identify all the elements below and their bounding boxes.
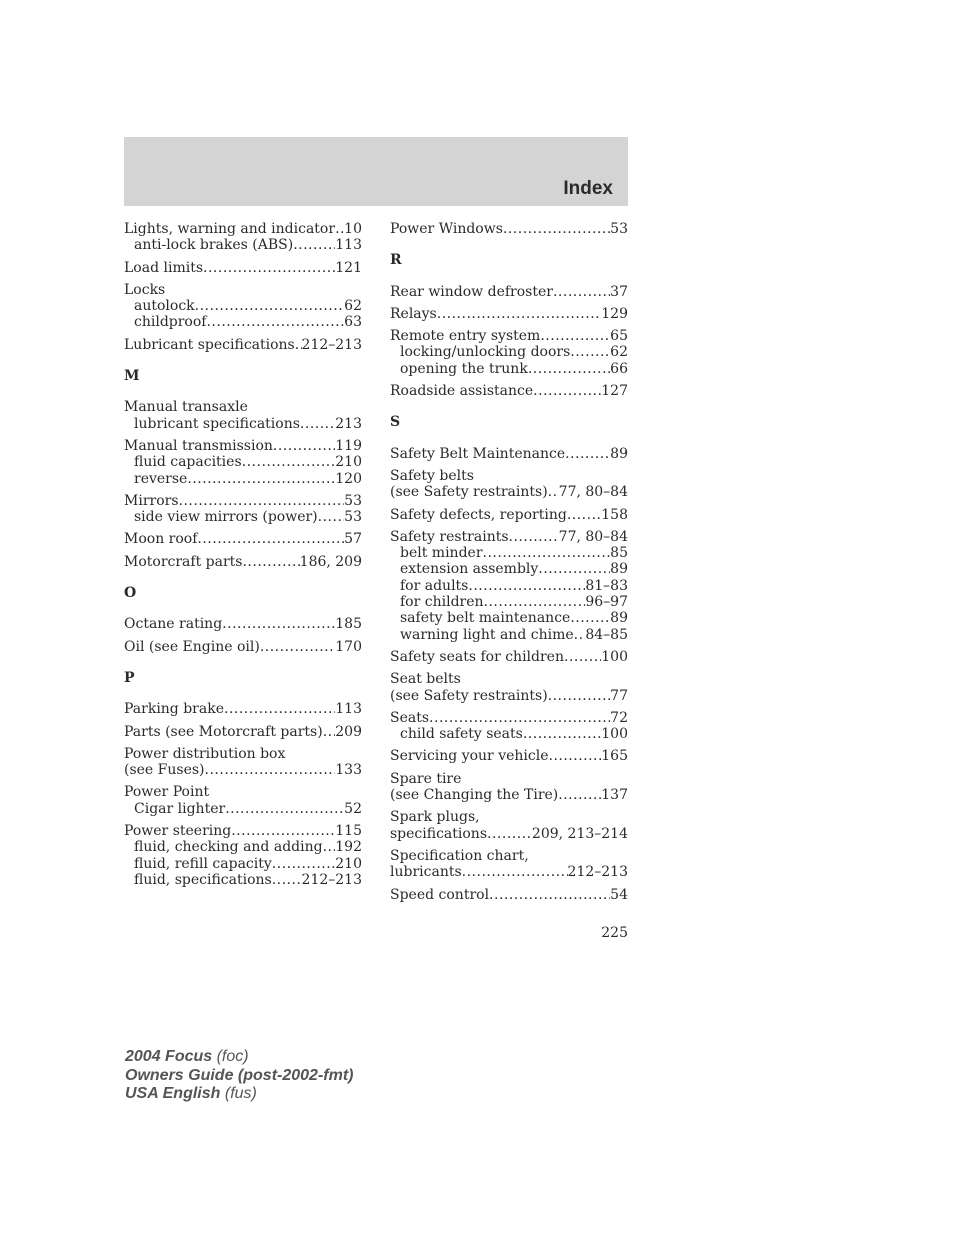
entry-text: opening the trunk <box>400 360 528 377</box>
page-reference: 212–213 <box>301 871 362 888</box>
leader-dots <box>225 801 344 817</box>
index-entry <box>124 399 362 432</box>
entry-text: childproof <box>134 314 207 331</box>
entry-text: Locks <box>124 281 166 298</box>
entry-text: (see Safety restraints) <box>390 484 548 501</box>
index-entry-line <box>124 399 362 415</box>
entry-text: Mirrors <box>124 492 179 509</box>
entry-text: Safety restraints <box>390 528 509 545</box>
page-reference: 53 <box>344 509 362 526</box>
page-reference: 66 <box>610 360 628 377</box>
index-entry <box>124 260 362 276</box>
index-entry-line <box>390 710 628 726</box>
index-entry-line <box>124 701 362 717</box>
leader-dots <box>203 260 335 276</box>
page-reference: 165 <box>601 748 628 765</box>
leader-dots <box>429 710 610 726</box>
page-reference: 133 <box>335 762 362 779</box>
index-subentry-line <box>124 471 362 487</box>
leader-dots <box>540 328 610 344</box>
entry-text: Remote entry system <box>390 328 541 345</box>
page-reference: 53 <box>610 221 628 237</box>
page-reference: 54 <box>610 886 628 903</box>
index-entry-line <box>124 493 362 509</box>
index-entry <box>124 701 362 717</box>
entry-text: Safety belts <box>390 467 474 484</box>
leader-dots <box>179 493 345 509</box>
leader-dots <box>528 361 610 377</box>
index-subentry-line <box>124 454 362 470</box>
entry-text: Parts (see Motorcraft parts) <box>124 723 323 740</box>
page-reference: 77, 80–84 <box>558 528 628 545</box>
page-reference: 89 <box>610 445 628 462</box>
leader-dots <box>318 509 345 525</box>
page-reference: 121 <box>335 259 362 276</box>
entry-text: autolock <box>134 298 195 315</box>
page-reference: 62 <box>610 344 628 361</box>
section-letter: O <box>124 585 137 602</box>
entry-text: Rear window defroster <box>390 283 553 300</box>
page-reference: 212–213 <box>567 864 628 881</box>
index-subentry-line <box>124 298 362 314</box>
leader-dots <box>558 787 601 803</box>
entry-text: warning light and chime <box>400 626 574 643</box>
index-entry-line <box>390 306 628 322</box>
leader-dots <box>462 864 568 880</box>
index-entry <box>124 337 362 353</box>
header-bar <box>124 137 628 206</box>
entry-text: Cigar lighter <box>134 800 226 817</box>
leader-dots <box>564 649 601 665</box>
page-reference: 212–213 <box>301 336 362 353</box>
entry-text: Motorcraft parts <box>124 553 243 570</box>
page-reference: 89 <box>610 561 628 578</box>
section-letter: S <box>390 414 401 431</box>
entry-text: Spark plugs, <box>390 809 480 826</box>
page-reference: 85 <box>610 545 628 562</box>
entry-text: lubricant specifications <box>134 415 300 432</box>
leader-dots <box>187 471 335 487</box>
leader-dots <box>335 221 344 237</box>
index-entry <box>390 887 628 903</box>
entry-text: fluid, refill capacity <box>134 855 272 872</box>
entry-text: locking/unlocking doors <box>400 344 571 361</box>
entry-text: reverse <box>134 470 188 487</box>
entry-text: for children <box>400 594 484 611</box>
index-subentry-line <box>390 594 628 610</box>
index-entry-line <box>124 438 362 454</box>
page-reference: 77, 80–84 <box>558 484 628 501</box>
entry-text: Speed control <box>390 886 490 903</box>
leader-dots <box>538 561 610 577</box>
index-entry-line <box>390 507 628 523</box>
page-number: 225 <box>601 925 628 941</box>
index-entry-line <box>124 724 362 740</box>
entry-text: Power Windows <box>390 221 503 237</box>
index-entry-line <box>390 826 628 842</box>
index-entry <box>390 771 628 804</box>
page-reference: 63 <box>344 314 362 331</box>
page-reference: 62 <box>344 298 362 315</box>
index-subentry-line <box>390 344 628 360</box>
index-entry <box>390 848 628 881</box>
index-subentry-line <box>390 578 628 594</box>
page-reference: 10 <box>344 221 362 237</box>
entry-text: for adults <box>400 577 469 594</box>
index-entry-line <box>390 887 628 903</box>
leader-dots <box>483 545 611 561</box>
index-entry-line <box>390 484 628 500</box>
page-reference: 213 <box>335 415 362 432</box>
index-entry-line <box>390 688 628 704</box>
index-entry-line <box>390 787 628 803</box>
index-entry <box>390 507 628 523</box>
index-entry <box>124 724 362 740</box>
page-reference: 210 <box>335 454 362 471</box>
index-subentry-line <box>124 839 362 855</box>
index-subentry-line <box>124 856 362 872</box>
page-reference: 158 <box>601 506 628 523</box>
index-subentry-line <box>124 314 362 330</box>
leader-dots <box>293 237 335 253</box>
index-entry-line <box>124 282 362 298</box>
page-reference: 53 <box>344 492 362 509</box>
index-entry-line <box>124 616 362 632</box>
index-entry <box>390 284 628 300</box>
index-subentry-line <box>124 237 362 253</box>
entry-text: Moon roof <box>124 531 198 548</box>
index-entry-line <box>124 260 362 276</box>
index-entry-line <box>390 671 628 687</box>
page-reference: 127 <box>601 383 628 400</box>
entry-text: specifications <box>390 825 488 842</box>
index-entry-line <box>390 383 628 399</box>
entry-text: Power distribution box <box>124 745 286 762</box>
page-reference: 57 <box>344 531 362 548</box>
index-entry-line <box>390 864 628 880</box>
leader-dots <box>323 839 336 855</box>
index-subentry-line <box>124 801 362 817</box>
leader-dots <box>205 762 336 778</box>
leader-dots <box>300 416 335 432</box>
leader-dots <box>195 298 345 314</box>
index-entry <box>390 383 628 399</box>
index-entry-line <box>390 748 628 764</box>
index-entry <box>390 529 628 643</box>
entry-text: Manual transaxle <box>124 399 248 416</box>
index-entry <box>124 616 362 632</box>
section-letter: P <box>124 669 135 686</box>
leader-dots <box>468 578 585 594</box>
leader-dots <box>565 446 610 462</box>
entry-text: Safety Belt Maintenance <box>390 445 566 462</box>
entry-text: Safety seats for children <box>390 648 564 665</box>
entry-text: Specification chart, <box>390 847 529 864</box>
page-reference: 209, 213–214 <box>531 825 628 842</box>
index-subentry-line <box>390 361 628 377</box>
leader-dots <box>242 554 299 570</box>
leader-dots <box>548 484 559 500</box>
index-entry <box>390 710 628 743</box>
index-entry-line <box>390 328 628 344</box>
footer-line-3: USA English (fus) <box>125 1085 257 1102</box>
index-entry <box>390 306 628 322</box>
index-entry <box>124 221 362 254</box>
index-entry-line <box>124 554 362 570</box>
index-entry <box>124 438 362 487</box>
page-reference: 96–97 <box>585 594 628 611</box>
leader-dots <box>489 887 610 903</box>
page-reference: 52 <box>344 800 362 817</box>
index-entry-line <box>390 529 628 545</box>
index-column-left <box>124 221 362 894</box>
leader-dots <box>509 529 559 545</box>
page-reference: 100 <box>601 726 628 743</box>
section-letter: R <box>390 252 402 269</box>
index-subentry-line <box>390 561 628 577</box>
index-entry-line <box>390 809 628 825</box>
entry-text: Lights, warning and indicator <box>124 221 336 237</box>
page-reference: 77 <box>610 687 628 704</box>
entry-text: child safety seats <box>400 726 523 743</box>
entry-text: Servicing your vehicle <box>390 748 549 765</box>
footer <box>125 1048 353 1104</box>
entry-text: (see Safety restraints) <box>390 687 548 704</box>
page-reference: 100 <box>601 648 628 665</box>
leader-dots <box>553 284 610 300</box>
leader-dots <box>273 438 335 454</box>
page-reference: 120 <box>335 470 362 487</box>
leader-dots <box>224 701 335 717</box>
leader-dots <box>503 221 610 237</box>
leader-dots <box>570 610 610 626</box>
entry-text: Power Point <box>124 784 210 801</box>
index-entry <box>124 823 362 888</box>
page-reference: 170 <box>335 638 362 655</box>
page-reference: 192 <box>335 839 362 856</box>
index-entry-line <box>124 746 362 762</box>
entry-text: (see Fuses) <box>124 762 205 779</box>
entry-text: belt minder <box>400 545 483 562</box>
page-reference: 137 <box>601 787 628 804</box>
page-reference: 129 <box>601 305 628 322</box>
index-entry-line <box>390 771 628 787</box>
leader-dots <box>206 314 344 330</box>
page-reference: 209 <box>335 723 362 740</box>
page-reference: 84–85 <box>585 626 628 643</box>
index-entry <box>124 746 362 779</box>
index-entry-line <box>124 337 362 353</box>
index-entry <box>390 809 628 842</box>
page-reference: 185 <box>335 616 362 633</box>
leader-dots <box>260 639 335 655</box>
leader-dots <box>242 454 336 470</box>
leader-dots <box>437 306 602 322</box>
index-entry <box>390 748 628 764</box>
index-entry <box>124 784 362 817</box>
leader-dots <box>295 337 302 353</box>
leader-dots <box>222 616 335 632</box>
index-entry-line <box>124 762 362 778</box>
leader-dots <box>523 726 601 742</box>
index-entry-line <box>124 221 362 237</box>
leader-dots <box>323 724 336 740</box>
entry-text: (see Changing the Tire) <box>390 787 559 804</box>
entry-text: Parking brake <box>124 701 224 718</box>
index-subentry-line <box>124 872 362 888</box>
entry-text: Safety defects, reporting <box>390 506 567 523</box>
entry-text: anti-lock brakes (ABS) <box>134 237 294 254</box>
page-reference: 115 <box>335 823 362 840</box>
entry-text: Seat belts <box>390 671 461 688</box>
index-subentry-line <box>390 545 628 561</box>
index-entry-line <box>124 823 362 839</box>
entry-text: Manual transmission <box>124 437 273 454</box>
index-entry-line <box>124 784 362 800</box>
footer-line-1: 2004 Focus (foc) <box>125 1048 249 1065</box>
leader-dots <box>549 748 602 764</box>
index-subentry-line <box>124 509 362 525</box>
entry-text: lubricants <box>390 864 462 881</box>
entry-text: side view mirrors (power) <box>134 509 318 526</box>
index-entry-line <box>390 649 628 665</box>
index-entry <box>390 671 628 704</box>
index-entry <box>390 649 628 665</box>
index-entry <box>124 531 362 547</box>
leader-dots <box>272 872 302 888</box>
entry-text: Octane rating <box>124 616 223 633</box>
entry-text: Relays <box>390 305 437 322</box>
entry-text: Spare tire <box>390 770 462 787</box>
index-entry <box>124 282 362 331</box>
page-reference: 119 <box>335 437 362 454</box>
page-reference: 72 <box>610 709 628 726</box>
leader-dots <box>487 826 532 842</box>
index-entry-line <box>390 468 628 484</box>
index-entry <box>390 468 628 501</box>
page-reference: 81–83 <box>585 577 628 594</box>
entry-text: Power steering <box>124 823 232 840</box>
index-entry-line <box>390 446 628 462</box>
index-entry <box>390 446 628 462</box>
index-entry-line <box>390 848 628 864</box>
entry-text: fluid, checking and adding <box>134 839 323 856</box>
leader-dots <box>197 531 344 547</box>
footer-line-2: Owners Guide (post-2002-fmt) <box>125 1066 354 1084</box>
entry-text: Seats <box>390 709 430 726</box>
index-subentry-line <box>124 416 362 432</box>
index-entry <box>390 221 628 237</box>
index-subentry-line <box>390 726 628 742</box>
index-entry-line <box>124 531 362 547</box>
page-reference: 210 <box>335 855 362 872</box>
page-reference: 65 <box>610 328 628 345</box>
leader-dots <box>567 507 601 523</box>
index-subentry-line <box>390 610 628 626</box>
index-entry-line <box>390 221 628 237</box>
leader-dots <box>484 594 586 610</box>
entry-text: fluid, specifications <box>134 871 272 888</box>
index-entry <box>124 554 362 570</box>
entry-text: Roadside assistance <box>390 383 534 400</box>
leader-dots <box>272 856 336 872</box>
index-entry <box>390 328 628 377</box>
leader-dots <box>570 344 610 360</box>
index-entry-line <box>390 284 628 300</box>
entry-text: safety belt maintenance <box>400 610 571 627</box>
page-reference: 186, 209 <box>299 553 362 570</box>
entry-text: extension assembly <box>400 561 539 578</box>
index-entry <box>124 639 362 655</box>
leader-dots <box>548 688 611 704</box>
leader-dots <box>231 823 335 839</box>
leader-dots <box>533 383 601 399</box>
index-entry <box>124 493 362 526</box>
index-subentry-line <box>390 627 628 643</box>
section-letter: M <box>124 368 140 385</box>
index-column-right <box>390 221 628 909</box>
page-title: Index <box>563 178 613 199</box>
entry-text: Oil (see Engine oil) <box>124 638 260 655</box>
leader-dots <box>574 627 586 643</box>
entry-text: fluid capacities <box>134 454 242 471</box>
page-reference: 113 <box>335 701 362 718</box>
page-reference: 37 <box>610 283 628 300</box>
page-reference: 113 <box>335 237 362 254</box>
entry-text: Load limits <box>124 259 204 276</box>
entry-text: Lubricant specifications <box>124 336 295 353</box>
page-reference: 89 <box>610 610 628 627</box>
index-entry-line <box>124 639 362 655</box>
